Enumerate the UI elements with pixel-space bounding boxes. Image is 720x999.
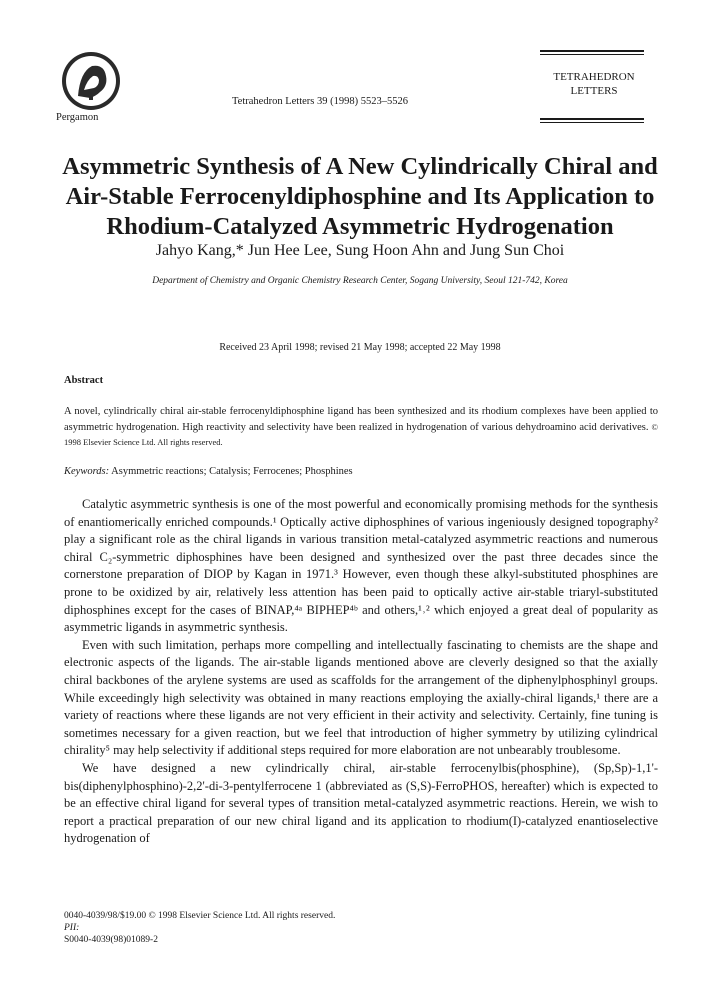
journal-name-line1: TETRAHEDRON — [553, 71, 635, 83]
keywords-label: Keywords: — [64, 466, 110, 477]
journal-name-line2: LETTERS — [570, 85, 618, 97]
journal-citation: Tetrahedron Letters 39 (1998) 5523–5526 — [232, 96, 408, 107]
body-paragraph-2: Even with such limitation, perhaps more compelling and intellectually fascinating to chemists are the shape and electronic aspects of the ligands. The air-stable ligands mentioned above are cleverly designed so that the axially chiral backbones of the arylene systems are used as scaffolds for the arrangement of the diphenylphosphinyl groups. While exceedingly high selectivity was obtained in many reactions employing the axially-chiral ligands,¹ there are a variety of reactions where these ligands are not very efficient in their activity and selectivity. Certainly, fine tuning is sometimes necessary for a given reaction, but we feel that introduction of higher symmetry by utilizing cylindrical chirality⁵ may help selectivity if additional steps required for more elaboration are not unbearably troublesome. — [64, 637, 658, 758]
header-rule-bottom-thin — [540, 122, 644, 123]
body-paragraph-1: Catalytic asymmetric synthesis is one of the most powerful and economically promising methods for the synthesis of enantiomerically enriched compounds.¹ Optically active diphosphines of various ingeniously designed topography² play a significant role as the chiral ligands in various transition metal-catalyzed asymmetric reactions and numerous chiral C₂-symmetric diphosphines have been designed and synthesized over the past three decades since the cornerstone preparation of DIOP by Kagan in 1971.³ However, even though these alkyl-substituted phosphines are prone to be oxidized by air, relatively less attention has been paid to optically active air-stable triaryl-substituted diphosphines except for the cases of BINAP,⁴ᵃ BIPHEP⁴ᵇ and others,¹˒² which enjoyed a great deal of popularity as asymmetric ligands in asymmetric synthesis. — [64, 497, 658, 635]
abstract-heading: Abstract — [64, 375, 104, 386]
keywords-list: Asymmetric reactions; Catalysis; Ferrocenes; Phosphines — [111, 466, 353, 477]
footer — [64, 910, 335, 946]
paper-title — [40, 152, 680, 242]
footer-copyright: 0040-4039/98/$19.00 © 1998 Elsevier Science Ltd. All rights reserved. — [64, 911, 336, 921]
affiliation: Department of Chemistry and Organic Chemistry Research Center, Sogang University, Seoul 121-742, Korea — [152, 276, 568, 286]
abstract-copyright: © 1998 Elsevier Science Ltd. All rights reserved. — [64, 421, 658, 447]
publisher-name: Pergamon — [56, 112, 99, 123]
header-rule-top-thin — [540, 54, 644, 55]
footer-pii — [64, 922, 335, 946]
body-paragraph-3: We have designed a new cylindrically chiral, air-stable ferrocenylbis(phosphine), (Sp,Sp)-1,1'-bis(diphenylphosphino)-2,2'-di-3-pentylferrocene 1 (abbreviated as (S,S)-FerroPHOS, hereafter) which is expected to be an effective chiral ligand for several types of transition metal-catalyzed asymmetric reactions. Herein, we wish to report a practical preparation of our new chiral ligand and its application to rhodium(I)-catalyzed enantioselective hydrogenation of — [64, 760, 658, 846]
title-line3: Rhodium-Catalyzed Asymmetric Hydrogenation — [106, 213, 614, 240]
pii-value: S0040-4039(98)01089-2 — [64, 935, 158, 945]
header-rule-bottom — [540, 118, 644, 120]
title-line1: Asymmetric Synthesis of A New Cylindrically Chiral and — [62, 153, 658, 180]
elsevier-tree-logo-icon — [60, 50, 122, 112]
author-list: Jahyo Kang,* Jun Hee Lee, Sung Hoon Ahn and Jung Sun Choi — [155, 242, 565, 259]
pii-label: PII: — [64, 923, 80, 933]
abstract-body: A novel, cylindrically chiral air-stable ferrocenyldiphosphine ligand has been synthesized and its rhodium complexes have been applied to asymmetric hydrogenation. High reactivity and selectivity have been realized in hydrogenation of various dehydroamino acid derivatives. — [64, 406, 658, 433]
received-dates: Received 23 April 1998; revised 21 May 1998; accepted 22 May 1998 — [219, 342, 501, 353]
journal-name — [532, 70, 656, 98]
header-rule-top — [540, 50, 644, 52]
body-text — [64, 496, 658, 848]
title-line2: Air-Stable Ferrocenyldiphosphine and Its Application to — [65, 183, 655, 210]
abstract-text — [64, 404, 658, 451]
keywords — [64, 466, 658, 477]
